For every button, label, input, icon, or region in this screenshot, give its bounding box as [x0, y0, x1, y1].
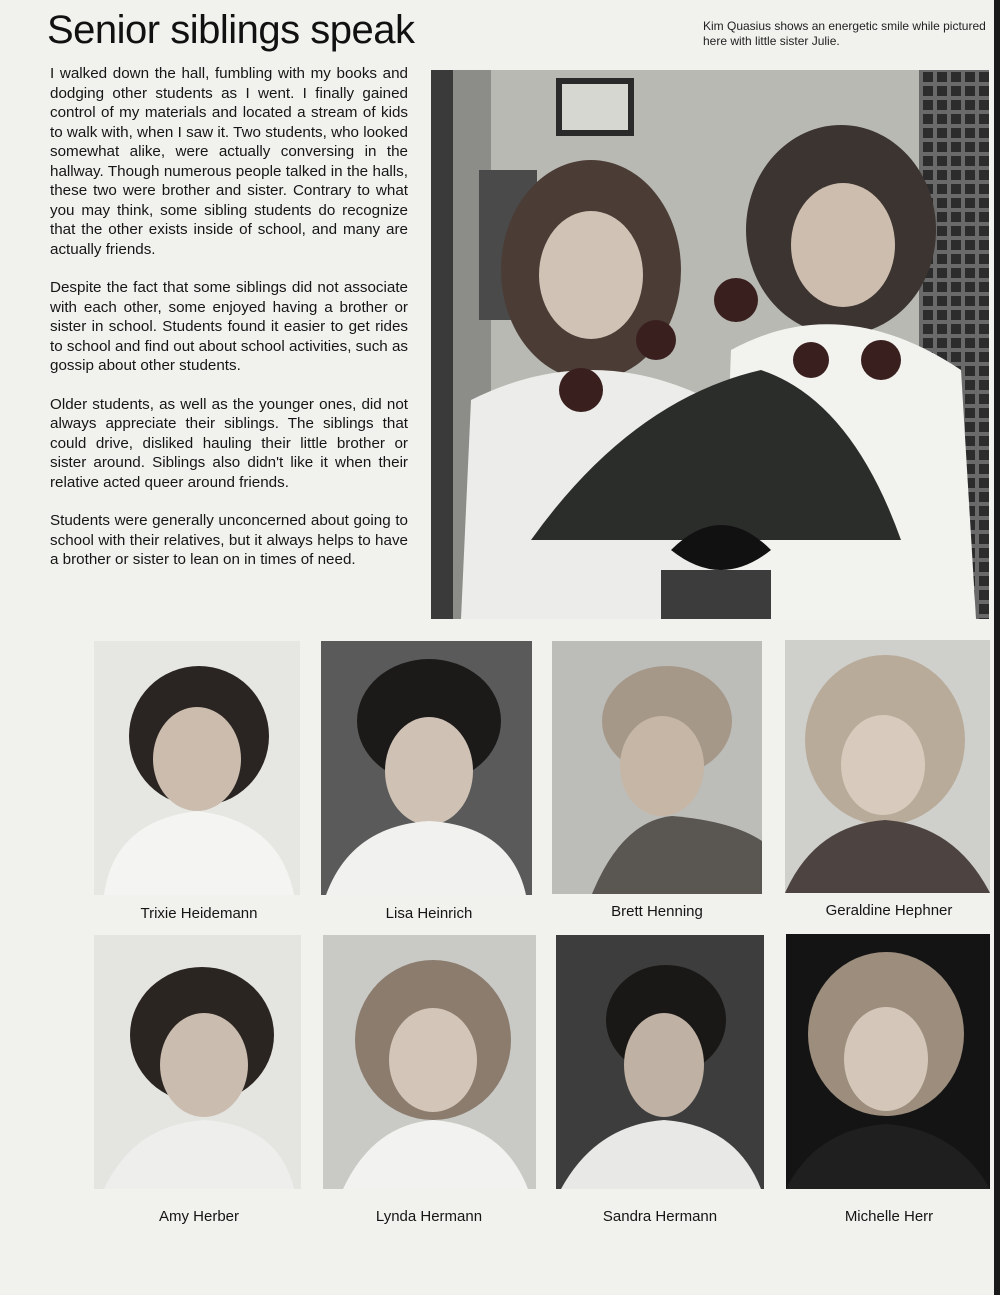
portrait-photo	[786, 934, 990, 1189]
portrait-photo	[323, 935, 536, 1189]
portrait-photo	[556, 935, 764, 1189]
portrait-name: Lisa Heinrich	[385, 905, 473, 922]
portrait-photo	[785, 640, 990, 893]
portrait-photo	[94, 641, 300, 895]
article-body	[50, 64, 408, 589]
portrait-name: Lynda Hermann	[375, 1208, 483, 1225]
portrait-photo	[321, 641, 532, 895]
portrait-photo	[94, 935, 301, 1189]
portrait-name: Trixie Heidemann	[140, 905, 258, 922]
page-edge	[994, 0, 1000, 1295]
page-title: Senior siblings speak	[47, 8, 415, 52]
portrait-name: Amy Herber	[158, 1208, 240, 1225]
portrait-photo	[552, 641, 762, 894]
article-paragraph: Despite the fact that some siblings did not associate with each other, some enjoyed having a brother or sister in school. Students found it easier to get rides to school and find out about school activities, such as gossip about other students.	[50, 279, 408, 374]
article-paragraph: Older students, as well as the younger ones, did not always appreciate their siblings. The siblings that could drive, disliked hauling their little brother or sister around. Siblings also didn't like it when their relative acted queer around friends.	[50, 395, 408, 491]
article-paragraph: Students were generally unconcerned about going to school with their relatives, but it always helps to have a brother or sister to lean on in times of need.	[50, 512, 408, 568]
siblings-photo	[431, 70, 989, 619]
portrait-name: Sandra Hermann	[602, 1208, 718, 1225]
portrait-name: Brett Henning	[611, 903, 703, 920]
photo-caption: Kim Quasius shows an energetic smile while pictured here with little sister Julie.	[703, 19, 986, 48]
portrait-name: Geraldine Hephner	[825, 902, 953, 919]
article-paragraph: I walked down the hall, fumbling with my books and dodging other students as I went. I finally gained control of my materials and located a stream of kids to walk with, when I saw it. Two students, who looked somewhat alike, were actually conversing in the hallway. Though numerous people talked in the halls, these two were brother and sister. Contrary to what you may think, some sibling students do recognize that the other exists inside of school, and many are actually friends.	[50, 65, 408, 258]
portrait-name: Michelle Herr	[844, 1208, 934, 1225]
